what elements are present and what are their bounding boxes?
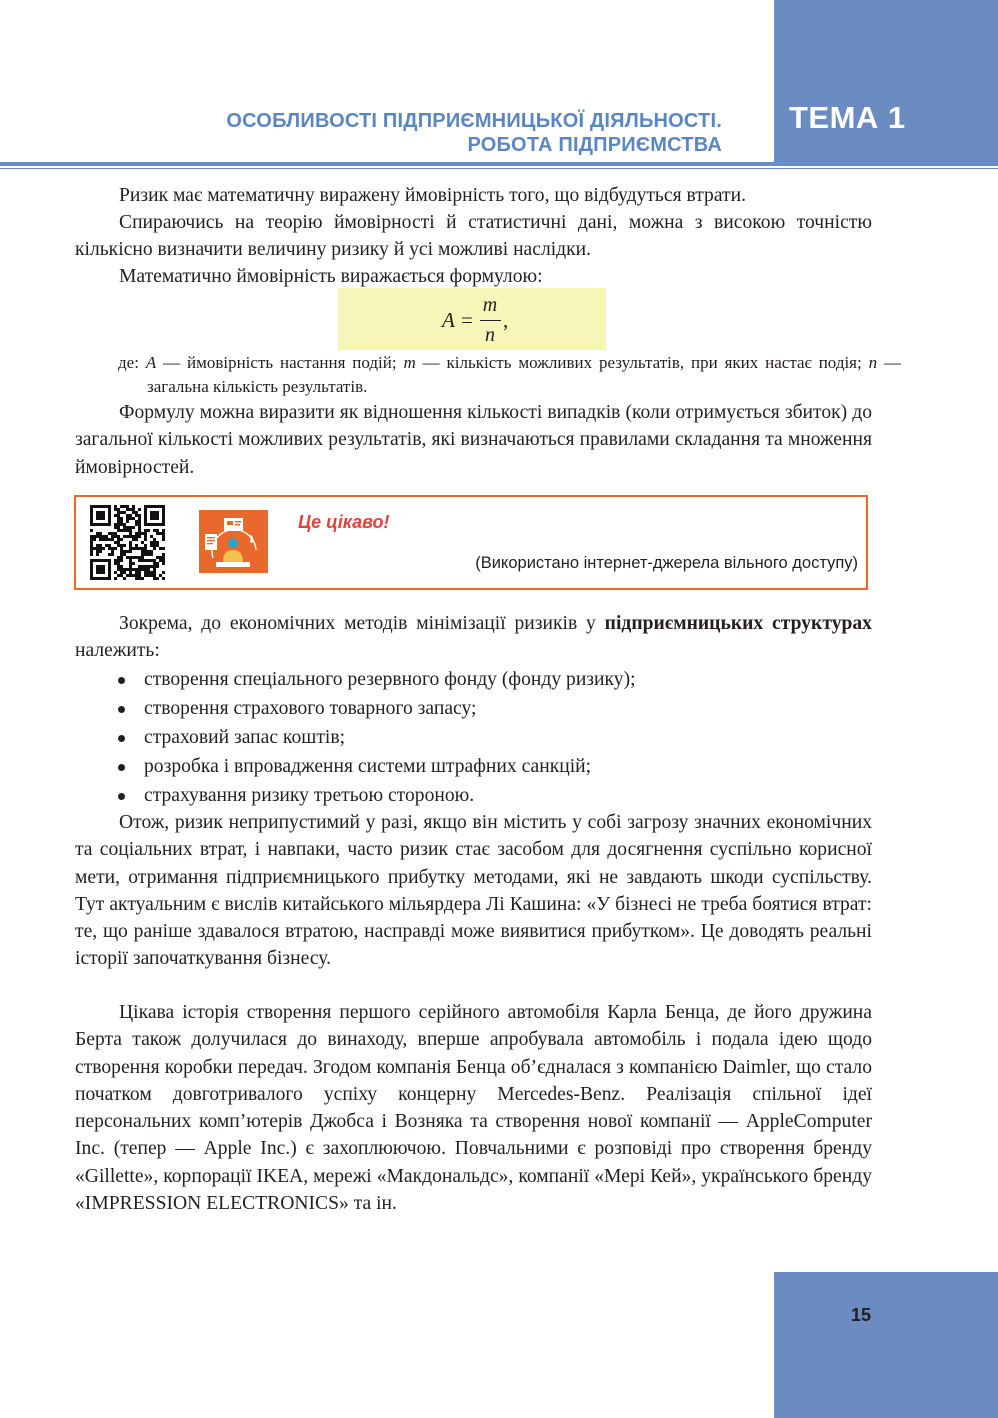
formula-fraction-bar [480, 320, 501, 321]
paragraph-formula-intro: Математично ймовірність виражається формулою: [119, 266, 543, 287]
qr-module [132, 562, 135, 565]
formula-legend-segment: — кількість можливих результатів, при яких настає подія; [415, 353, 869, 372]
qr-module [120, 559, 123, 562]
list-item-text: створення страхового товарного запасу; [144, 698, 477, 719]
list-item-text: розробка і впровадження системи штрафних санкцій; [144, 756, 592, 777]
qr-module [108, 577, 111, 580]
formula-legend [118, 351, 901, 398]
qr-module [93, 538, 96, 541]
formula-legend-segment: A [145, 353, 157, 372]
qr-module [162, 547, 165, 550]
chapter-title-line-2: РОБОТА ПІДПРИЄМСТВА [467, 134, 722, 156]
qr-module [99, 550, 102, 553]
bullet-dot [118, 764, 125, 771]
bullet-dot [118, 793, 125, 800]
interesting-fact-box [74, 495, 868, 590]
paragraph-probability-theory: Спираючись на теорію ймовірності й статистичні дані, можна з високою точністю кількісно визначити величину ризику й усі можливі наслідки. [75, 212, 872, 261]
qr-module [96, 553, 99, 556]
qr-module [156, 517, 159, 520]
paragraph-risk-conclusion: Отож, ризик неприпустимий у разі, якщо він містить у собі загрозу значних економічних та соціальних втрат, і навпаки, часто ризик стає засобом для досягнення суспільно корисної мети, отримання підприємницького прибутку методами, які не завдають шкоди суспільству. Тут актуальним є вислів китайського мільярдера Лі Кашина: «У бізнесі не треба боятися втрат: те, що раніше здавалося втратою, насправді може виявитися прибутком». Це доводять реальні історії започаткування бізнесу. [75, 812, 872, 970]
qr-module [90, 529, 93, 532]
list-item [118, 752, 872, 781]
formula-equals: = [461, 308, 473, 332]
qr-module [102, 571, 105, 574]
qr-module [162, 523, 165, 526]
qr-module [147, 529, 150, 532]
source-note: (Використано інтернет-джерела вільного доступу) [475, 554, 858, 572]
qr-module [114, 547, 117, 550]
qr-module [114, 577, 117, 580]
minimization-methods-segment: належить: [75, 640, 160, 662]
formula-denominator: n [485, 324, 495, 346]
header-rule-thin [0, 168, 998, 169]
bullet-dot [118, 677, 125, 684]
qr-module [141, 577, 144, 580]
qr-module [162, 571, 165, 574]
formula-legend-segment: де: [118, 353, 146, 372]
risk-methods-list [118, 665, 872, 810]
formula-legend-segment: — загальна кількість результатів. [147, 353, 902, 396]
list-item-text: страхування ризику третьою стороною. [144, 785, 475, 806]
list-item [118, 694, 872, 723]
list-item-text: створення спеціального резервного фонду (фонду ризику); [144, 669, 636, 690]
qr-module [138, 535, 141, 538]
qr-module [135, 538, 138, 541]
header-rule [0, 162, 998, 166]
paragraph-risk-probability: Ризик має математичну виражену ймовірність того, що відбудуться втрати. [119, 185, 746, 206]
list-item [118, 665, 872, 694]
qr-module [150, 553, 153, 556]
qr-module [153, 547, 156, 550]
minimization-methods-segment: Зокрема, до економічних методів мінімізації ризиків у [119, 613, 605, 634]
qr-module [123, 577, 126, 580]
formula-legend-segment: n [868, 353, 878, 372]
page-number: 15 [851, 1305, 872, 1325]
formula-box [338, 288, 606, 350]
formula-lhs: A [442, 308, 455, 332]
qr-module [120, 538, 123, 541]
paragraph-minimization-methods [75, 610, 872, 665]
qr-module [123, 544, 126, 547]
qr-module [144, 538, 147, 541]
topic-label: ТЕМА 1 [789, 100, 906, 135]
qr-module [162, 562, 165, 565]
bullet-dot [118, 706, 125, 713]
formula-legend-segment: — ймовірність настання подій; [156, 353, 404, 372]
person-documents-icon [199, 510, 268, 573]
qr-module [90, 553, 93, 556]
formula-numerator: m [482, 294, 498, 316]
qr-module [156, 577, 159, 580]
qr-module [156, 565, 159, 568]
paragraph-business-stories: Цікава історія створення першого серійного автомобіля Карла Бенца, де його дружина Берта також долучилася до винаходу, вперше апробувала автомобіль і подала ідею щодо створення коробки передач. Згодом компанія Бенца об’єдналася з компанією Daimler, що стало початком довготривалого успіху концерну Mercedes-Benz. Реалізація спільної ідеї персональних комп’ютерів Джобса і Возняка та створення нової компанії — AppleComputer Inc. (тепер — Apple Inc.) є захоплюючою. Повчальними є розповіді про створення бренду «Gillette», корпорації IKEA, мережі «Макдональдс», компанії «Мері Кей», українського бренду «IMPRESSION ELECTRONICS» та ін. [75, 1002, 872, 1215]
paragraph-formula-explanation: Формулу можна виразити як відношення кількості випадків (коли отримується збиток) до загальної кількості можливих результатів, які визначаються правилами складання та множення ймовірностей. [75, 402, 872, 478]
minimization-methods-segment: підприємницьких структурах [604, 613, 872, 634]
bullet-dot [118, 735, 125, 742]
qr-module [132, 526, 135, 529]
formula-legend-segment: m [403, 353, 416, 372]
qr-module [108, 523, 111, 526]
chapter-title-line-1: ОСОБЛИВОСТІ ПІДПРИЄМНИЦЬКОЇ ДІЯЛЬНОСТІ. [226, 110, 722, 132]
qr-module [162, 577, 165, 580]
qr-module [111, 553, 114, 556]
qr-code[interactable] [90, 505, 165, 580]
qr-module [126, 520, 129, 523]
list-item [118, 723, 872, 752]
interesting-fact-title: Це цікаво! [298, 512, 390, 532]
topic-tab [774, 0, 998, 162]
list-item-text: страховий запас коштів; [144, 727, 346, 748]
qr-module [138, 508, 141, 511]
list-item [118, 781, 872, 810]
formula-comma: , [503, 308, 509, 332]
qr-module [129, 550, 132, 553]
page-number-block [774, 1272, 998, 1418]
qr-module [162, 538, 165, 541]
qr-module [102, 517, 105, 520]
qr-module [102, 547, 105, 550]
